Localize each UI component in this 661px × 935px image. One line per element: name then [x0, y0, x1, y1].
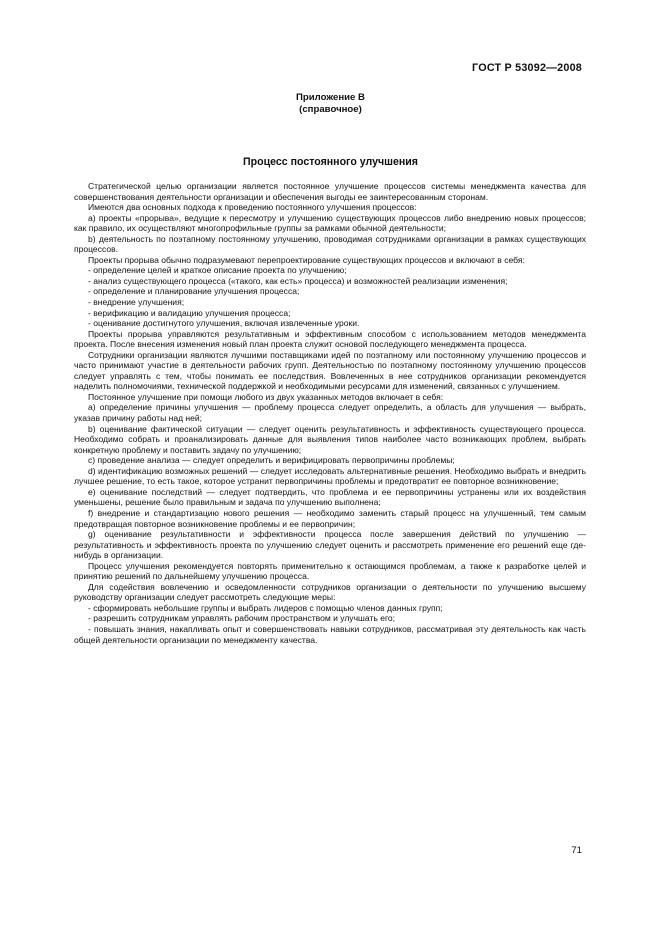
- annex-title: Приложение В: [296, 92, 365, 103]
- standard-designation: ГОСТ Р 53092—2008: [472, 62, 582, 74]
- list-item: d) идентификацию возможных решений — следует исследовать альтернативные решения. Необходимо выбрать и внедрить лучшее решение, то есть такое, которое устранит первопричины проблемы и предотвратит ее повторное возникновение;: [74, 465, 586, 487]
- annex-subtitle: (справочное): [299, 104, 362, 115]
- paragraph: Для содействия вовлечению и осведомленности сотрудников организации о деятельности по улучшению высшему руководству организации следует рассмотреть следующие меры:: [74, 581, 586, 603]
- paragraph: Имеются два основных подхода к проведению постоянного улучшения процессов:: [88, 202, 417, 213]
- list-item: c) проведение анализа — следует определить и верифицировать первопричины проблемы;: [88, 455, 455, 466]
- annex-heading: [0, 92, 661, 116]
- section-title: Процесс постоянного улучшения: [243, 156, 418, 168]
- list-item: g) оценивание результативности и эффективности процесса после завершения действий по улучшению — результативность и эффективность проекта по улучшению следует оценить и рассмотреть применение его решений еще где-нибудь в организации.: [74, 529, 586, 561]
- list-item: - сформировать небольшие группы и выбрать лидеров с помощью членов данных групп;: [88, 602, 443, 613]
- paragraph: Стратегической целью организации является постоянное улучшение процессов системы менеджмента качества для совершенствования деятельности организации и обеспечения выгоды ее заинтересованным сторонам.: [74, 181, 586, 202]
- list-item: - определение и планирование улучшения процесса;: [88, 286, 300, 297]
- list-item: - определение целей и краткое описание проекта по улучшению;: [88, 265, 347, 276]
- paragraph: Сотрудники организации являются лучшими поставщиками идей по поэтапному или постоянному улучшению процессов и часто принимают участие в деятельности рабочих групп. Деятельностью по поэтапному постоянному улучшению процессов следует управлять с тем, чтобы понимать ее последствия. Вовлеченных в нее сотрудников организации рекомендуется наделить полномочиями, технической поддержкой и необходимыми ресурсами для изменений, связанных с улучшением.: [74, 349, 586, 392]
- list-item: b) оценивание фактической ситуации — следует оценить результативность и эффективность существующего процесса. Необходимо собрать и проанализировать данные для выявления типов наиболее часто возникающих проблем, выбрать конкретную проблему и поставить задачу по улучшению;: [74, 423, 586, 455]
- paragraph: Постоянное улучшение при помощи любого из двух указанных методов включает в себя:: [88, 391, 444, 402]
- paragraph: Проекты прорыва управляются результативным и эффективным способом с использованием методов менеджмента проекта. После внесения изменения новый план проекта служит основой последующего менеджмента процесса.: [74, 328, 586, 350]
- list-item: - разрешить сотрудникам управлять рабочим пространством и улучшать его;: [88, 613, 396, 624]
- list-item: a) определение причины улучшения — проблему процесса следует определить, а область для улучшения — выбрать, указав причину работы над ней;: [74, 402, 586, 424]
- body-text: [74, 181, 586, 645]
- list-item: a) проекты «прорыва», ведущие к пересмотру и улучшению существующих процессов либо внедрению новых процессов; как правило, их осуществляют многопрофильные группы за рамками обычной деятельности;: [74, 212, 586, 234]
- list-item: f) внедрение и стандартизацию нового решения — необходимо заменить старый процесс на улучшенный, тем самым предотвращая повторное возникновение проблемы и ее первопричин;: [74, 507, 586, 529]
- page-number: 71: [571, 845, 582, 856]
- list-item: - повышать знания, накапливать опыт и совершенствовать навыки сотрудников, рассматривая эту деятельность как часть общей деятельности организации по менеджменту качества.: [74, 623, 586, 645]
- list-item: e) оценивание последствий — следует подтвердить, что проблема и ее первопричины устранены или их воздействия уменьшены, решение было правильным и задача по улучшению выполнена;: [74, 486, 586, 508]
- list-item: - внедрение улучшения;: [88, 297, 185, 308]
- list-item: - верификацию и валидацию улучшения процесса;: [88, 307, 291, 318]
- paragraph: Проекты прорыва обычно подразумевают перепроектирование существующих процессов и включают в себя:: [88, 254, 525, 265]
- list-item: - оценивание достигнутого улучшения, включая извлеченные уроки.: [88, 318, 360, 329]
- list-item: - анализ существующего процесса («такого, как есть» процесса) и возможностей реализации изменения;: [88, 275, 508, 286]
- list-item: b) деятельность по поэтапному постоянному улучшению, проводимая сотрудниками организации в рамках существующих процессов.: [74, 233, 586, 255]
- paragraph: Процесс улучшения рекомендуется повторять применительно к остающимся проблемам, а также к разработке целей и принятию решений по дальнейшему улучшению процесса.: [74, 560, 586, 582]
